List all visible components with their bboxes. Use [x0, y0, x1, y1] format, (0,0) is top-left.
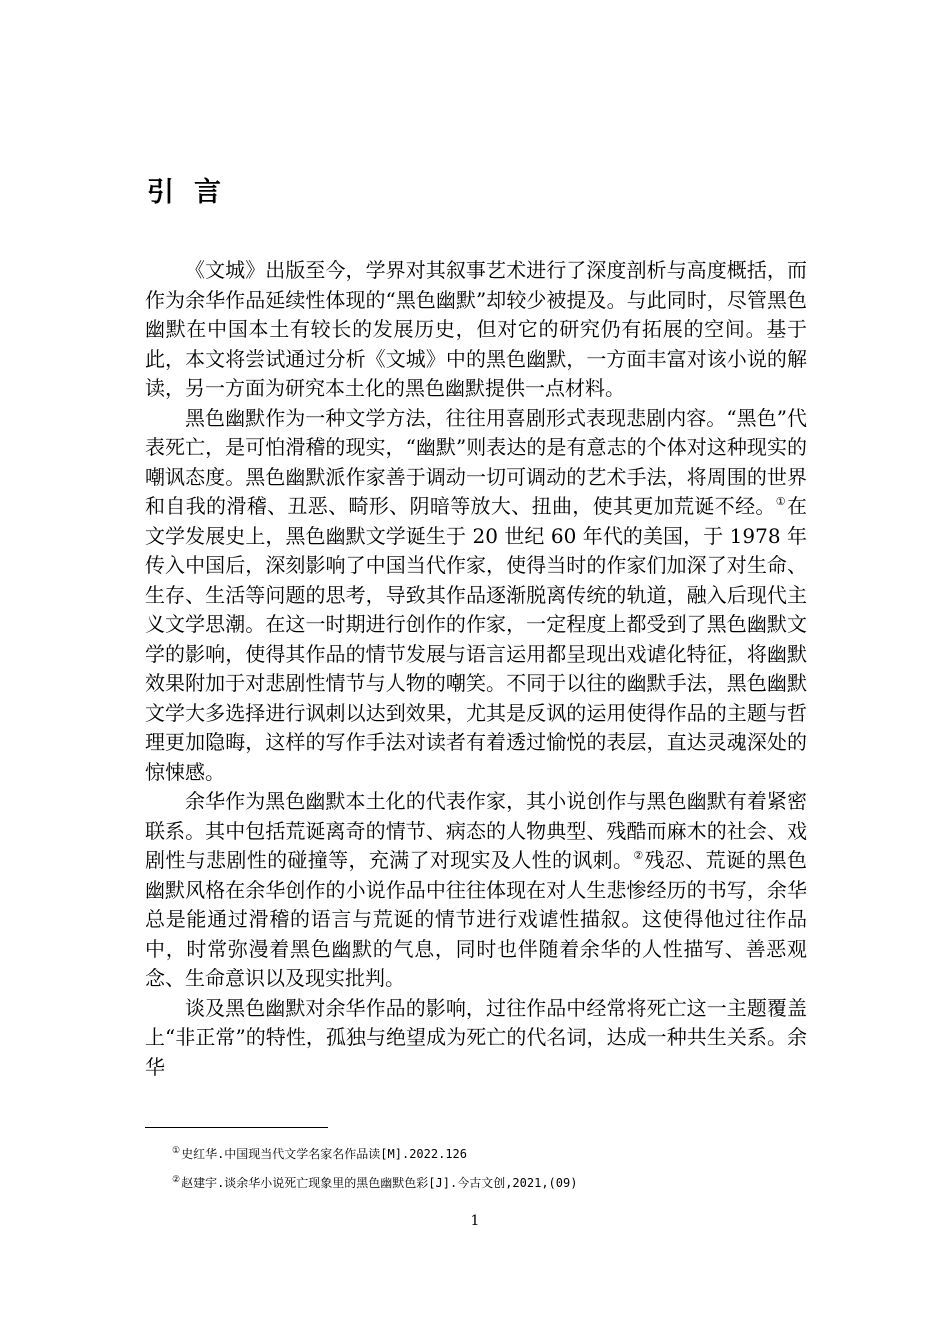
section-heading: 引言: [147, 177, 241, 208]
paragraph-2-text-after-note: 在文学发展史上，黑色幽默文学诞生于 20 世纪 60 年代的美国，于 1978 年传入中国后，深刻影响了中国当代作家，使得当时的作家们加深了对生命、生存、生活等问题的思考，导致其作品逐渐脱离传统的轨道，融入后现代主义文学思潮。在这一时期进行创作的作家，一定程度上都受到了黑色幽默文学的影响，使得其作品的情节发展与语言运用都呈现出戏谑化特征，将幽默效果附加于对悲剧性情节与人物的嘲笑。不同于以往的幽默手法，黑色幽默文学大多选择进行讽刺以达到效果，尤其是反讽的运用使得作品的主题与哲理更加隐晦，这样的写作手法对读者有着透过愉悦的表层，直达灵魂深处的惊悚感。: [145, 494, 807, 784]
paragraph-3: [145, 787, 807, 994]
footnote-1-text: 史红华.中国现当代文学名家名作品读[M].2022.126: [181, 1147, 467, 1161]
paragraph-2-text-before-note: 黑色幽默作为一种文学方法，往往用喜剧形式表现悲剧内容。“黑色”代表死亡，是可怕滑稽的现实，“幽默”则表达的是有意志的个体对这种现实的嘲讽态度。黑色幽默派作家善于调动一切可调动的艺术手法，将周围的世界和自我的滑稽、丑恶、畸形、阴暗等放大、扭曲，使其更加荒诞不经。: [145, 405, 807, 518]
footnote-2-text: 赵建宇.谈余华小说死亡现象里的黑色幽默色彩[J].今古文创,2021,(09): [181, 1176, 578, 1190]
paragraph-2: [145, 404, 807, 788]
footnotes: [172, 1146, 792, 1204]
paragraph-3-text-before-note: 余华作为黑色幽默本土化的代表作家，其小说创作与黑色幽默有着紧密联系。其中包括荒诞离奇的情节、病态的人物典型、残酷而麻木的社会、戏剧性与悲剧性的碰撞等，充满了对现实及人性的讽刺。: [145, 789, 807, 872]
footnote-2: [172, 1175, 792, 1191]
paragraph-1: 《文城》出版至今，学界对其叙事艺术进行了深度剖析与高度概括，而作为余华作品延续性体现的“黑色幽默”却较少被提及。与此同时，尽管黑色幽默在中国本土有较长的发展历史，但对它的研究仍有拓展的空间。基于此，本文将尝试通过分析《文城》中的黑色幽默，一方面丰富对该小说的解读，另一方面为研究本土化的黑色幽默提供一点材料。: [145, 258, 807, 400]
footnote-separator: [145, 1127, 328, 1128]
footnote-2-marker: ②: [172, 1175, 181, 1185]
body-text: [145, 256, 807, 1082]
paragraph-3-text-after-note: 残忍、荒诞的黑色幽默风格在余华创作的小说作品中往往体现在对人生悲惨经历的书写，余华总是能通过滑稽的语言与荒诞的情节进行戏谑性描叙。这使得他过往作品中，时常弥漫着黑色幽默的气息，同时也伴随着余华的人性描写、善恶观念、生命意识以及现实批判。: [145, 848, 807, 990]
page-number: 1: [470, 1213, 480, 1229]
paragraph-4: 谈及黑色幽默对余华作品的影响，过往作品中经常将死亡这一主题覆盖上“非正常”的特性，孤独与绝望成为死亡的代名词，达成一种共生关系。余华: [145, 995, 807, 1079]
footnote-1: [172, 1146, 792, 1162]
footnote-reference-1: ①: [775, 495, 786, 509]
footnote-1-marker: ①: [172, 1146, 181, 1156]
footnote-reference-2: ②: [633, 849, 644, 863]
